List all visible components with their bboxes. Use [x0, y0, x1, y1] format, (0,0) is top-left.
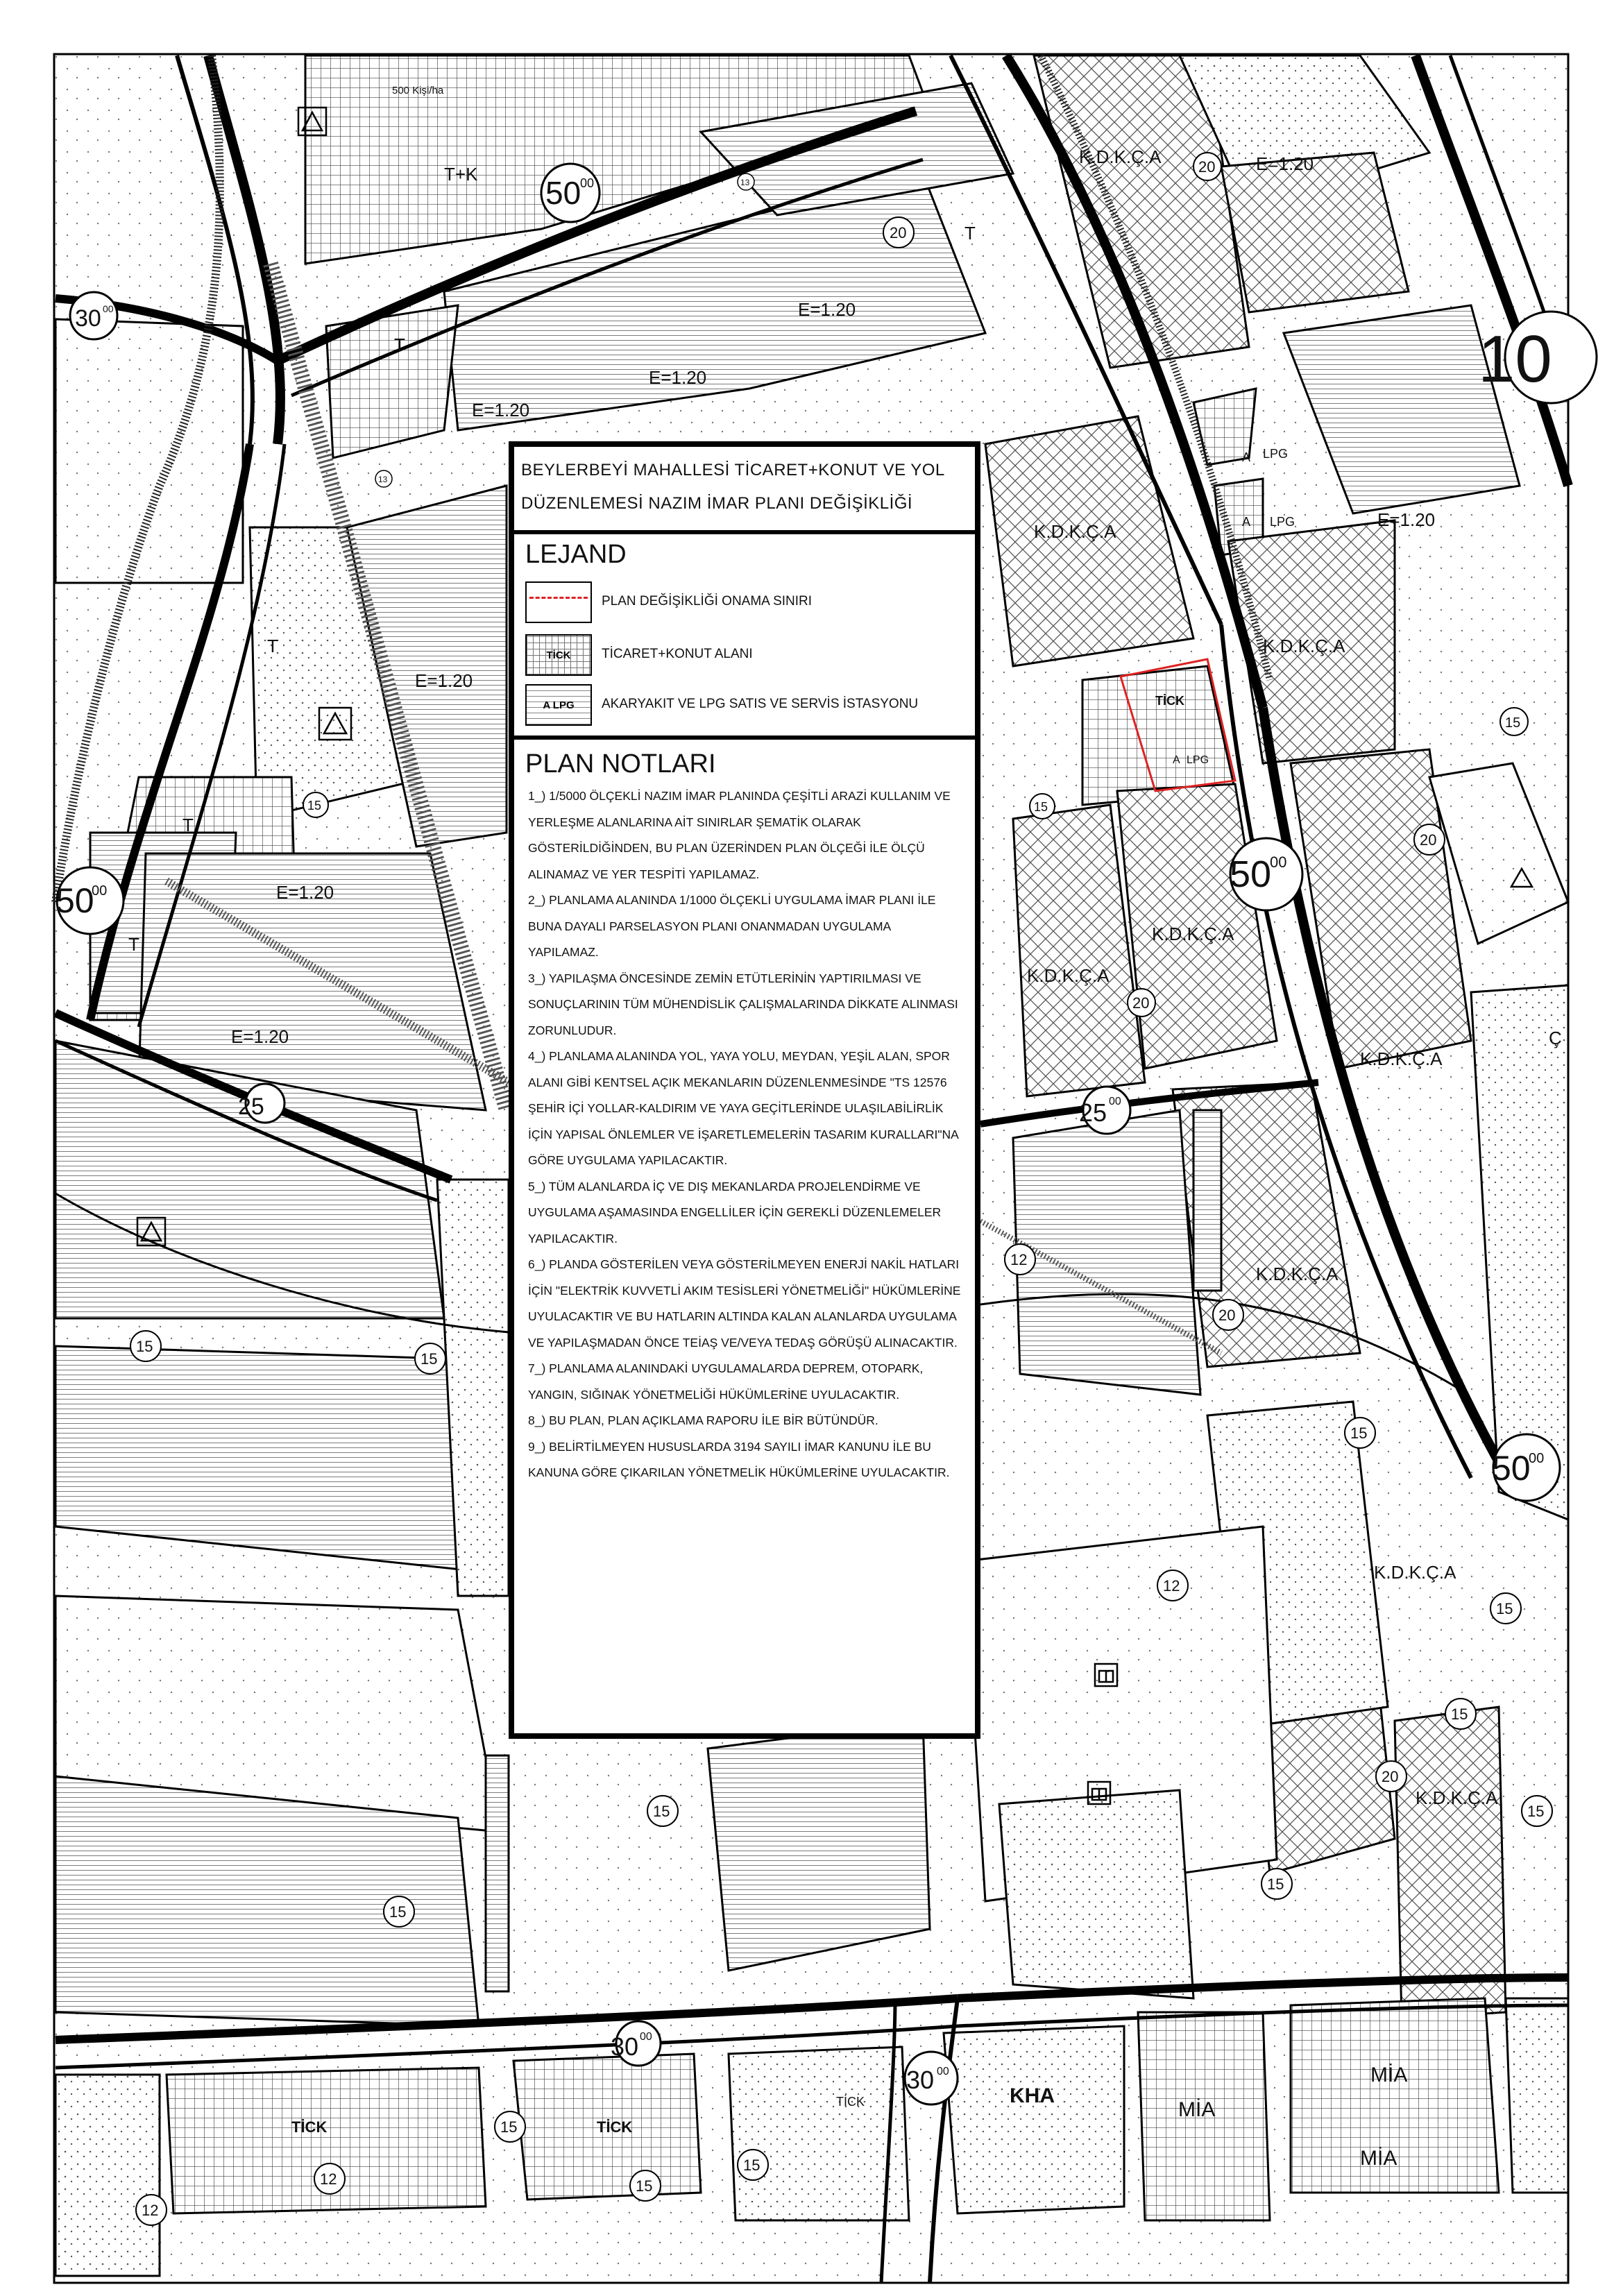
svg-text:20: 20 [1132, 994, 1150, 1012]
area-label-a: A [1242, 515, 1251, 529]
svg-text:15: 15 [653, 1803, 670, 1820]
svg-text:25: 25 [238, 1094, 264, 1120]
area-label-lpg: LPG [1187, 754, 1209, 766]
plan-note: 8_) BU PLAN, PLAN AÇIKLAMA RAPORU İLE BİR BÜTÜNDÜR. [528, 1413, 878, 1427]
svg-text:30: 30 [75, 305, 101, 332]
road-width-marker [1492, 1434, 1560, 1501]
svg-text:15: 15 [307, 799, 322, 813]
area-label-mia: MİA [1370, 2064, 1408, 2086]
svg-text:20: 20 [1420, 831, 1437, 849]
area-label-kdkca: K.D.K.Ç.A [1360, 1048, 1443, 1069]
plan-note: 1_) 1/5000 ÖLÇEKLİ NAZIM İMAR PLANINDA ÇEŞİTLİ ARAZİ KULLANIM VE YERLEŞME ALANLARINA AİT SINIRLAR ŞEMATİK OLARAK GÖSTERİLDİĞİNDEN, BU PLAN ÜZERİNDEN PLAN ÖLÇEĞİ İLE ÖLÇÜ ALINAMAZ VE YER TESPİTİ YAPILAMAZ. [528, 789, 951, 881]
plan-title-line: DÜZENLEMESİ NAZIM İMAR PLANI DEĞİŞİKLİĞİ [521, 494, 913, 513]
plan-note: 5_) TÜM ALANLARDA İÇ VE DIŞ MEKANLARDA PROJELENDİRME VE UYGULAMA AŞAMASINDA ENGELLİLER İÇİN GEREKLİ DÜZENLEMELER YAPILACAKTIR. [528, 1179, 942, 1245]
floor-ratio-label: E=1.20 [1256, 153, 1314, 174]
svg-text:15: 15 [500, 2118, 518, 2136]
plan-title-line: BEYLERBEYİ MAHALLESİ TİCARET+KONUT VE YOL [521, 461, 945, 479]
area-label-kdkca: K.D.K.Ç.A [1079, 146, 1162, 167]
area-label-tk: T+K [444, 164, 478, 185]
plan-note: 7_) PLANLAMA ALANINDAKİ UYGULAMALARDA DEPREM, OTOPARK, YANGIN, SIĞINAK YÖNETMELİĞİ HÜKÜMLERİNE UYULACAKTIR. [528, 1361, 924, 1402]
svg-text:15: 15 [1350, 1425, 1368, 1442]
svg-text:00: 00 [92, 883, 108, 899]
legend-row [525, 581, 975, 623]
svg-text:15: 15 [1527, 1803, 1545, 1820]
svg-text:20: 20 [1198, 158, 1216, 176]
floor-ratio-label: E=1.20 [472, 400, 530, 420]
area-label-t: T [394, 334, 405, 355]
area-label-kdkca: K.D.K.Ç.A [1256, 1264, 1339, 1284]
area-label-t: T [267, 636, 278, 656]
svg-text:20: 20 [1218, 1307, 1236, 1324]
svg-text:20: 20 [1382, 1768, 1399, 1785]
plan-notes [514, 783, 975, 1486]
svg-text:30: 30 [906, 2066, 935, 2094]
road-width-marker [905, 2052, 958, 2104]
svg-text:15: 15 [1267, 1876, 1284, 1893]
area-label-lpg: LPG [1270, 515, 1295, 529]
svg-text:15: 15 [1034, 800, 1048, 814]
svg-text:50: 50 [56, 881, 94, 920]
boundary-line-symbol [525, 581, 592, 623]
area-label-tick: TİCK [291, 2118, 328, 2136]
plan-note: 6_) PLANDA GÖSTERİLEN VEYA GÖSTERİLMEYEN ENERJİ NAKİL HATLARI İÇİN "ELEKTRİK KUVVETLİ AKIM TESİSLERİ YÖNETMELİĞİ" HÜKÜMLERİNE UYULACAKTIR VE BU HATLARIN ALTINDA KALAN ALANLARDA UYGULAMA VE YAPILAŞMADAN ÖNCE TEİAŞ VE/VEYA TEDAŞ GÖRÜŞÜ ALINACAKTIR. [528, 1257, 961, 1350]
svg-text:15: 15 [1505, 715, 1521, 731]
svg-text:12: 12 [1010, 1251, 1028, 1268]
svg-text:50: 50 [1230, 853, 1272, 895]
area-label-tick: TİCK [597, 2118, 633, 2136]
area-label-lpg: LPG [1263, 447, 1289, 461]
floor-ratio-label: E=1.20 [798, 299, 856, 320]
area-label-a: A [1173, 754, 1180, 766]
plan-note: 9_) BELİRTİLMEYEN HUSUSLARDA 3194 SAYILI İMAR KANUNU İLE BU KANUNA GÖRE ÇIKARILAN YÖNETMELİK HÜKÜMLERİNE UYULACAKTIR. [528, 1439, 950, 1479]
svg-text:12: 12 [320, 2170, 337, 2188]
svg-text:30: 30 [611, 2032, 639, 2061]
area-label-tick: TİCK [1155, 694, 1184, 708]
legend-label: PLAN DEĞİŞİKLİĞİ ONAMA SINIRI [602, 594, 813, 609]
svg-text:15: 15 [1496, 1600, 1513, 1617]
lpg-symbol: A LPG [525, 684, 592, 726]
area-label-kdkca: K.D.K.Ç.A [1027, 965, 1110, 986]
svg-text:00: 00 [937, 2066, 949, 2077]
legend-label: AKARYAKIT VE LPG SATIS VE SERVİS İSTASYONU [602, 697, 919, 711]
svg-text:15: 15 [136, 1338, 153, 1355]
svg-text:15: 15 [420, 1350, 438, 1368]
area-label-kha: KHA [1010, 2084, 1055, 2107]
floor-ratio-label: E=1.20 [1377, 509, 1436, 530]
floor-ratio-label: E=1.20 [276, 882, 334, 903]
plan-note: 2_) PLANLAMA ALANINDA 1/1000 ÖLÇEKLİ UYGULAMA İMAR PLANI İLE BUNA DAYALI PARSELASYON PLANI ONANMADAN UYGULAMA YAPILAMAZ. [528, 893, 936, 959]
legend-title: LEJAND [525, 540, 627, 569]
area-label-tick: TİCK [836, 2095, 865, 2109]
svg-text:00: 00 [1529, 1451, 1545, 1466]
svg-text:12: 12 [1163, 1577, 1180, 1595]
floor-ratio-label: E=1.20 [649, 367, 707, 388]
legend-label: TİCARET+KONUT ALANI [602, 647, 753, 661]
area-label-kdkca: K.D.K.Ç.A [1152, 924, 1234, 944]
area-label-kdkca: K.D.K.Ç.A [1034, 521, 1116, 542]
svg-text:10: 10 [1478, 322, 1552, 396]
legend-row [525, 634, 975, 676]
plan-info-panel [509, 441, 980, 1739]
svg-text:25: 25 [1079, 1098, 1107, 1127]
plan-title [514, 447, 975, 534]
svg-text:20: 20 [890, 224, 907, 241]
svg-text:00: 00 [103, 303, 114, 314]
svg-text:13: 13 [740, 178, 750, 187]
svg-text:15: 15 [636, 2177, 653, 2195]
svg-text:00: 00 [1109, 1096, 1121, 1107]
svg-text:50: 50 [545, 175, 581, 211]
density-label: 500 Kişi/ha [392, 85, 444, 96]
svg-text:00: 00 [640, 2031, 652, 2043]
svg-text:12: 12 [142, 2202, 159, 2219]
area-label-kdkca: K.D.K.Ç.A [1416, 1787, 1498, 1808]
road-width-marker [1230, 838, 1302, 910]
tick-symbol: TİCK [525, 634, 592, 676]
plan-note: 3_) YAPILAŞMA ÖNCESİNDE ZEMİN ETÜTLERİNİN YAPTIRILMASI VE SONUÇLARININ TÜM MÜHENDİSLİK ÇALIŞMALARINDA DİKKATE ALINMASI ZORUNLUDUR. [528, 971, 958, 1037]
legend [514, 572, 975, 740]
area-label-kdkca: K.D.K.Ç.A [1263, 636, 1345, 656]
road-width-marker [541, 164, 600, 222]
area-label-kdkca: K.D.K.Ç.A [1374, 1562, 1456, 1583]
area-label-t: T [128, 934, 139, 955]
floor-ratio-label: E=1.20 [415, 670, 473, 691]
road-width-marker [1478, 312, 1597, 403]
svg-text:15: 15 [1451, 1706, 1468, 1723]
legend-row [525, 684, 975, 726]
area-label-mia: MİA [1360, 2147, 1397, 2170]
svg-text:13: 13 [378, 475, 388, 484]
svg-text:00: 00 [580, 176, 595, 190]
svg-text:15: 15 [389, 1903, 407, 1921]
area-label-mia: MİA [1178, 2098, 1216, 2121]
floor-ratio-label: E=1.20 [231, 1026, 289, 1047]
svg-text:50: 50 [1492, 1449, 1531, 1488]
area-label-t: T [182, 815, 194, 835]
road-width-marker [56, 867, 124, 934]
area-label-a: A [1242, 450, 1251, 464]
area-label-t: T [965, 223, 976, 244]
plan-note: 4_) PLANLAMA ALANINDA YOL, YAYA YOLU, MEYDAN, YEŞİL ALAN, SPOR ALANI GİBİ KENTSEL AÇIK MEKANLARIN DÜZENLENMESİNDE "TS 12576 ŞEHİR İÇİ YOLLAR-KALDIRIM VE YAYA GEÇİTLERİNDE ULAŞILABİLİRLİK İÇİN YAPISAL ÖNLEMLER VE İŞARETLEMELERİN TASARIM KURALLARI"NA GÖRE UYGULAMA YAPILACAKTIR. [528, 1049, 958, 1167]
notes-title: PLAN NOTLARI [525, 749, 716, 779]
area-label-c: Ç [1549, 1028, 1562, 1048]
road-width-marker [70, 292, 117, 339]
svg-text:00: 00 [1270, 853, 1287, 871]
svg-text:15: 15 [743, 2157, 760, 2174]
